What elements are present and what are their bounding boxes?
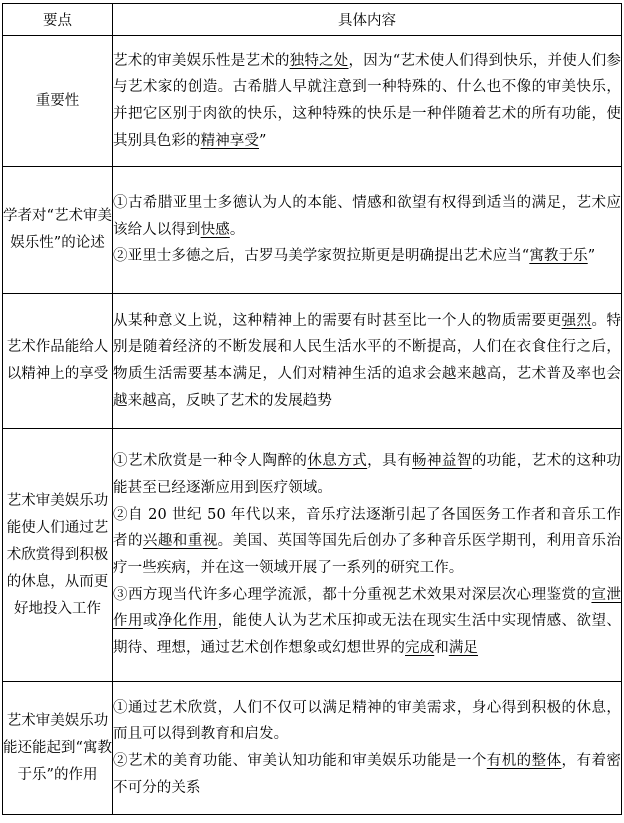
key-term: 有机的整体 [486, 753, 562, 769]
key-term: 畅神益智 [412, 453, 472, 470]
table-row [3, 167, 622, 294]
text-run: ” [587, 248, 596, 265]
text-run: ，能使人认为艺术压抑或无法在现实生活中实现情感、欲望、期待、理想，通过艺术创作想象或幻想世界的 [113, 613, 621, 657]
table-row [3, 682, 622, 815]
row-content [113, 294, 622, 429]
row-key: 艺术审美娱乐功能还能起到“寓教于乐”的作用 [3, 682, 113, 815]
text-run: 。 [229, 221, 245, 238]
header-key: 要点 [3, 4, 113, 36]
text-run: 和 [434, 640, 449, 657]
text-run: ③西方现当代许多心理学流派，都十分重视艺术效果对深层次心理鉴赏的 [113, 586, 592, 603]
text-run: ①古希腊亚里士多德认为人的本能、情感和欲望有权得到适当的满足，艺术应该给人以得到 [113, 194, 621, 238]
text-run: ，有着密不可分的关系 [113, 753, 622, 796]
key-term: 宣泄作用 [113, 586, 622, 630]
table-header-row [3, 4, 622, 36]
key-term: 满足 [448, 640, 479, 657]
key-points-table [2, 3, 622, 815]
row-content [113, 167, 622, 294]
key-term: 休息方式 [307, 453, 368, 470]
row-content [113, 36, 622, 167]
row-key: 学者对“艺术审美娱乐性”的论述 [3, 167, 113, 294]
key-term: 完成 [405, 640, 435, 657]
text-run: 的功能，艺术的这种功能甚至已经逐渐应用到医疗领域。 [113, 453, 621, 496]
table-row [3, 429, 622, 682]
text-run: 从某种意义上说，这种精神上的需要有时甚至比一个人的物质需要更 [113, 312, 562, 329]
text-run: 或 [142, 613, 158, 630]
text-run: ①通过艺术欣赏，人们不仅可以满足精神的审美需求，身心得到积极的休息，而且可以得到教育和启发。 [113, 699, 621, 743]
text-run: ②自 20 世纪 50 年代以来，音乐疗法逐渐引起了各国医务工作者和音乐工作者的 [113, 506, 621, 550]
row-key: 艺术审美娱乐功能使人们通过艺术欣赏得到积极的休息，从而更好地投入工作 [3, 429, 113, 682]
text-run: ，因为“艺术使人们得到快乐，并使人们参与艺术家的创造。古希腊人早就注意到一种特殊的、什么也不像的审美快乐，并把它区别于肉欲的快乐，这种特殊的快乐是一种伴随着艺术的所有功能，使其别具色彩的 [113, 52, 622, 149]
text-run: ②亚里士多德之后，古罗马美学家贺拉斯更是明确提出艺术应当“ [113, 248, 530, 265]
table-row [3, 36, 622, 167]
table-row [3, 294, 622, 429]
text-run: ②艺术的美育功能、审美认知功能和审美娱乐功能是一个 [113, 753, 487, 769]
content-paragraph [113, 48, 621, 155]
row-content [113, 429, 622, 682]
key-term: 强烈 [561, 312, 592, 329]
key-term: 寓教于乐 [529, 248, 588, 265]
key-term: 兴趣和重视 [142, 533, 218, 550]
content-paragraph [113, 502, 621, 582]
content-paragraph [113, 582, 621, 662]
key-term: 净化作用 [157, 613, 218, 630]
key-term: 独特之处 [289, 52, 349, 69]
content-paragraph [113, 748, 621, 801]
text-run: ” [259, 132, 267, 149]
text-run: ①艺术欣赏是一种令人陶醉的 [113, 453, 308, 470]
text-run: 。特别是随着经济的不断发展和人民生活水平的不断提高，人们在衣食住行之后，物质生活需要基本满足，人们对精神生活的追求会越来越高，艺术普及率也会越来越高，反映了艺术的发展趋势 [113, 312, 622, 409]
row-key: 重要性 [3, 36, 113, 167]
content-paragraph [113, 243, 621, 270]
row-key: 艺术作品能给人以精神上的享受 [3, 294, 113, 429]
header-content: 具体内容 [113, 4, 622, 36]
text-run: 。美国、英国等国先后创办了多种音乐医学期刊，利用音乐治疗一些疾病，并在这一领域开展了一系列的研究工作。 [113, 533, 622, 576]
content-paragraph [113, 190, 621, 243]
key-term: 精神享受 [200, 132, 260, 149]
key-term: 快感 [200, 221, 230, 238]
text-run: ，具有 [367, 453, 413, 470]
row-content [113, 682, 622, 815]
content-paragraph [113, 695, 621, 748]
content-paragraph [113, 448, 621, 501]
text-run: 艺术的审美娱乐性是艺术的 [113, 52, 290, 69]
content-paragraph [113, 308, 621, 415]
